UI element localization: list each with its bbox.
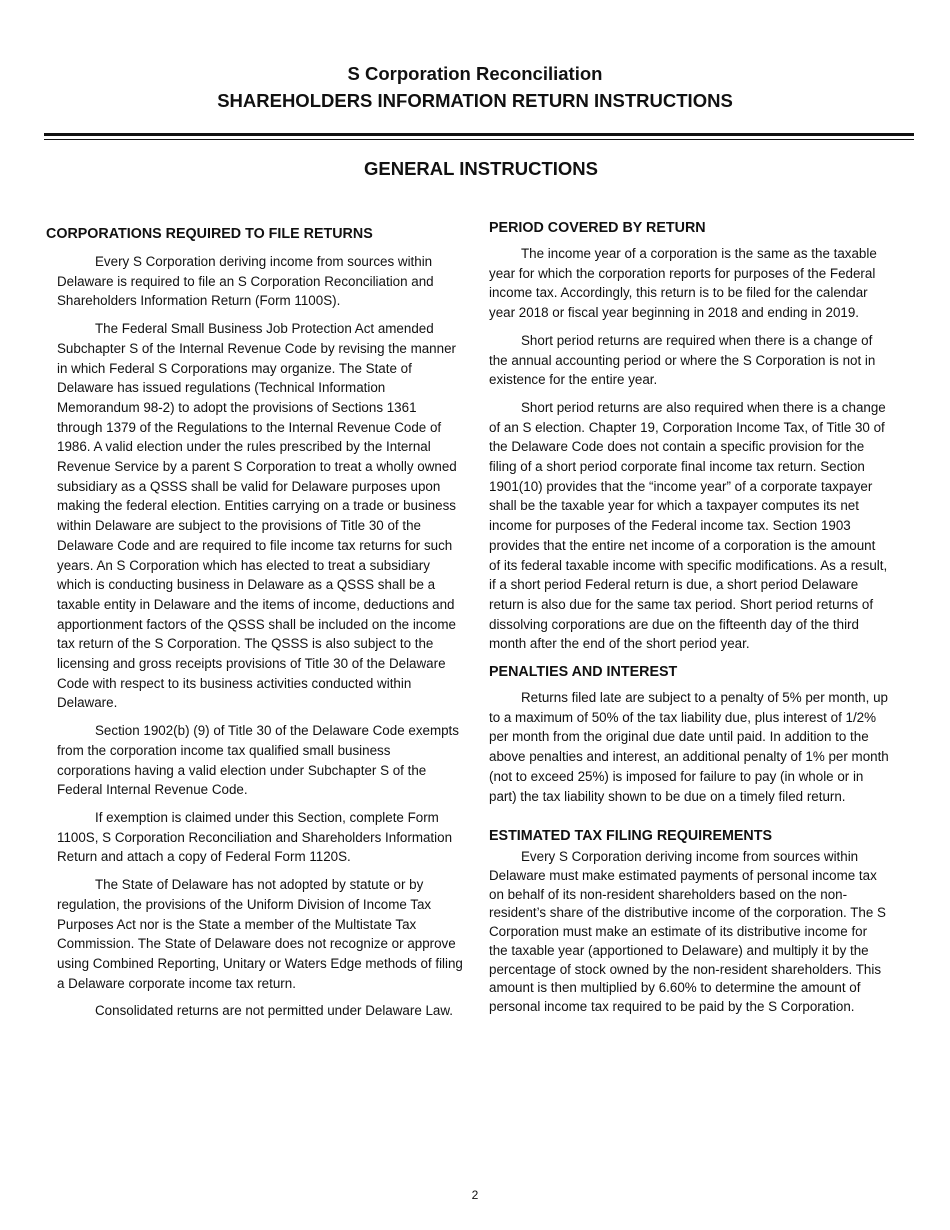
estimated-tax-heading: ESTIMATED TAX FILING REQUIREMENTS bbox=[489, 828, 773, 845]
paragraph: Every S Corporation deriving income from sources within Delaware is required to file an S Corporation Reconciliation and Shareholders Information Return (Form 1100S). bbox=[57, 254, 434, 309]
paragraph: Short period returns are also required when there is a change of an S election. Chapter 19, Corporation Income Tax, of Title 30 of the Delaware Code does not contain a specific provision for the filing of a short period corporate final income tax return. Section 1901(10) provides that the “income year” of a corporate taxpayer shall be the taxable year for which a taxpayer computes its net income for purposes of the Federal income tax. Section 1903 provides that the entire net income of a corporation is the amount of its federal taxable income with specific modifications. As a result, if a short period Federal return is due, a short period Delaware return is also due for the same tax period. Short period returns of dissolving corporations are due on the fifteenth day of the third month after the end of the short period year. bbox=[489, 399, 888, 652]
section-title: GENERAL INSTRUCTIONS bbox=[363, 158, 598, 179]
paragraph: If exemption is claimed under this Section, complete Form 1100S, S Corporation Reconciliation and Shareholders Information Return and attach a copy of Federal Form 1120S. bbox=[57, 809, 453, 865]
header-divider-thin bbox=[44, 139, 914, 140]
paragraph: Short period returns are required when there is a change of the annual accounting period or where the S Corporation is not in existence for the entire year. bbox=[489, 332, 876, 388]
title-line-1: S Corporation Reconciliation bbox=[347, 63, 603, 84]
paragraph: The Federal Small Business Job Protection Act amended Subchapter S of the Internal Revenue Code by revising the manner in which Federal S Corporations may organize. The State of Delaware has issued regulations (Technical Information Memorandum 98-2) to adopt the provisions of Sections 1361 through 1379 of the Regulations to the Internal Revenue Code of 1986. A valid election under the rules prescribed by the Internal Revenue Service by a parent S Corporation to treat a wholly owned subsidiary as a QSSS shall be valid for Delaware purposes upon making the federal election. Entities carrying on a trade or business within Delaware are subject to the provisions of Title 30 of the Delaware Code and are required to file income tax returns for such years. An S Corporation which has elected to treat a subsidiary which is conducting business in Delaware as a QSSS shall be a taxable entity in Delaware and the items of income, deductions and apportionment factors of the QSSS shall be included on the income tax return of the S Corporation. The QSSS is also subject to the licensing and gross receipts provisions of Title 30 of the Delaware Code with respect to its business activities conducted within Delaware. bbox=[57, 321, 457, 711]
period-heading: PERIOD COVERED BY RETURN bbox=[489, 220, 706, 236]
corporations-heading: CORPORATIONS REQUIRED TO FILE RETURNS bbox=[46, 226, 373, 242]
header-divider-thick bbox=[44, 133, 914, 136]
paragraph: Returns filed late are subject to a penalty of 5% per month, up to a maximum of 50% of the tax liability due, plus interest of 1/2% per month from the original due date until paid. In addition to the above penalties and interest, an additional penalty of 1% per month (not to exceed 25%) is imposed for failure to pay (in whole or in part) the tax liability shown to be due on a timely filed return. bbox=[489, 690, 889, 804]
title-line-2: SHAREHOLDERS INFORMATION RETURN INSTRUCTIONS bbox=[217, 90, 733, 111]
document-title bbox=[0, 60, 950, 114]
paragraph: The State of Delaware has not adopted by statute or by regulation, the provisions of the Uniform Division of Income Tax Purposes Act nor is the State a member of the Multistate Tax Commission. The State of Delaware does not recognize or approve using Combined Reporting, Unitary or Waters Edge methods of filing a Delaware corporate income tax return. bbox=[57, 877, 463, 991]
left-column bbox=[46, 224, 464, 1029]
paragraph: Consolidated returns are not permitted under Delaware Law. bbox=[95, 1003, 454, 1019]
paragraph: Every S Corporation deriving income from sources within Delaware must make estimated payments of personal income tax on behalf of its non-resident shareholders based on the non-resident’s share of the distributive income of the corporation. The S Corporation must make an estimate of its distributive income for the taxable year (apportioned to Delaware) and multiply it by the percentage of stock owned by the non-resident shareholders. This amount is then multiplied by 6.60% to determine the amount of personal income tax required to be paid by the S Corporation. bbox=[489, 849, 886, 1014]
penalties-heading: PENALTIES AND INTEREST bbox=[489, 664, 678, 681]
paragraph: The income year of a corporation is the same as the taxable year for which the corporation reports for purposes of the Federal income tax. Accordingly, this return is to be filed for the calendar year 2018 or fiscal year beginning in 2018 and ending in 2019. bbox=[489, 246, 877, 321]
page-number: 2 bbox=[471, 1188, 479, 1202]
right-column bbox=[489, 218, 889, 1025]
paragraph: Section 1902(b) (9) of Title 30 of the Delaware Code exempts from the corporation income tax qualified small business corporations having a valid election under Subchapter S of the Federal Internal Revenue Code. bbox=[57, 723, 459, 798]
